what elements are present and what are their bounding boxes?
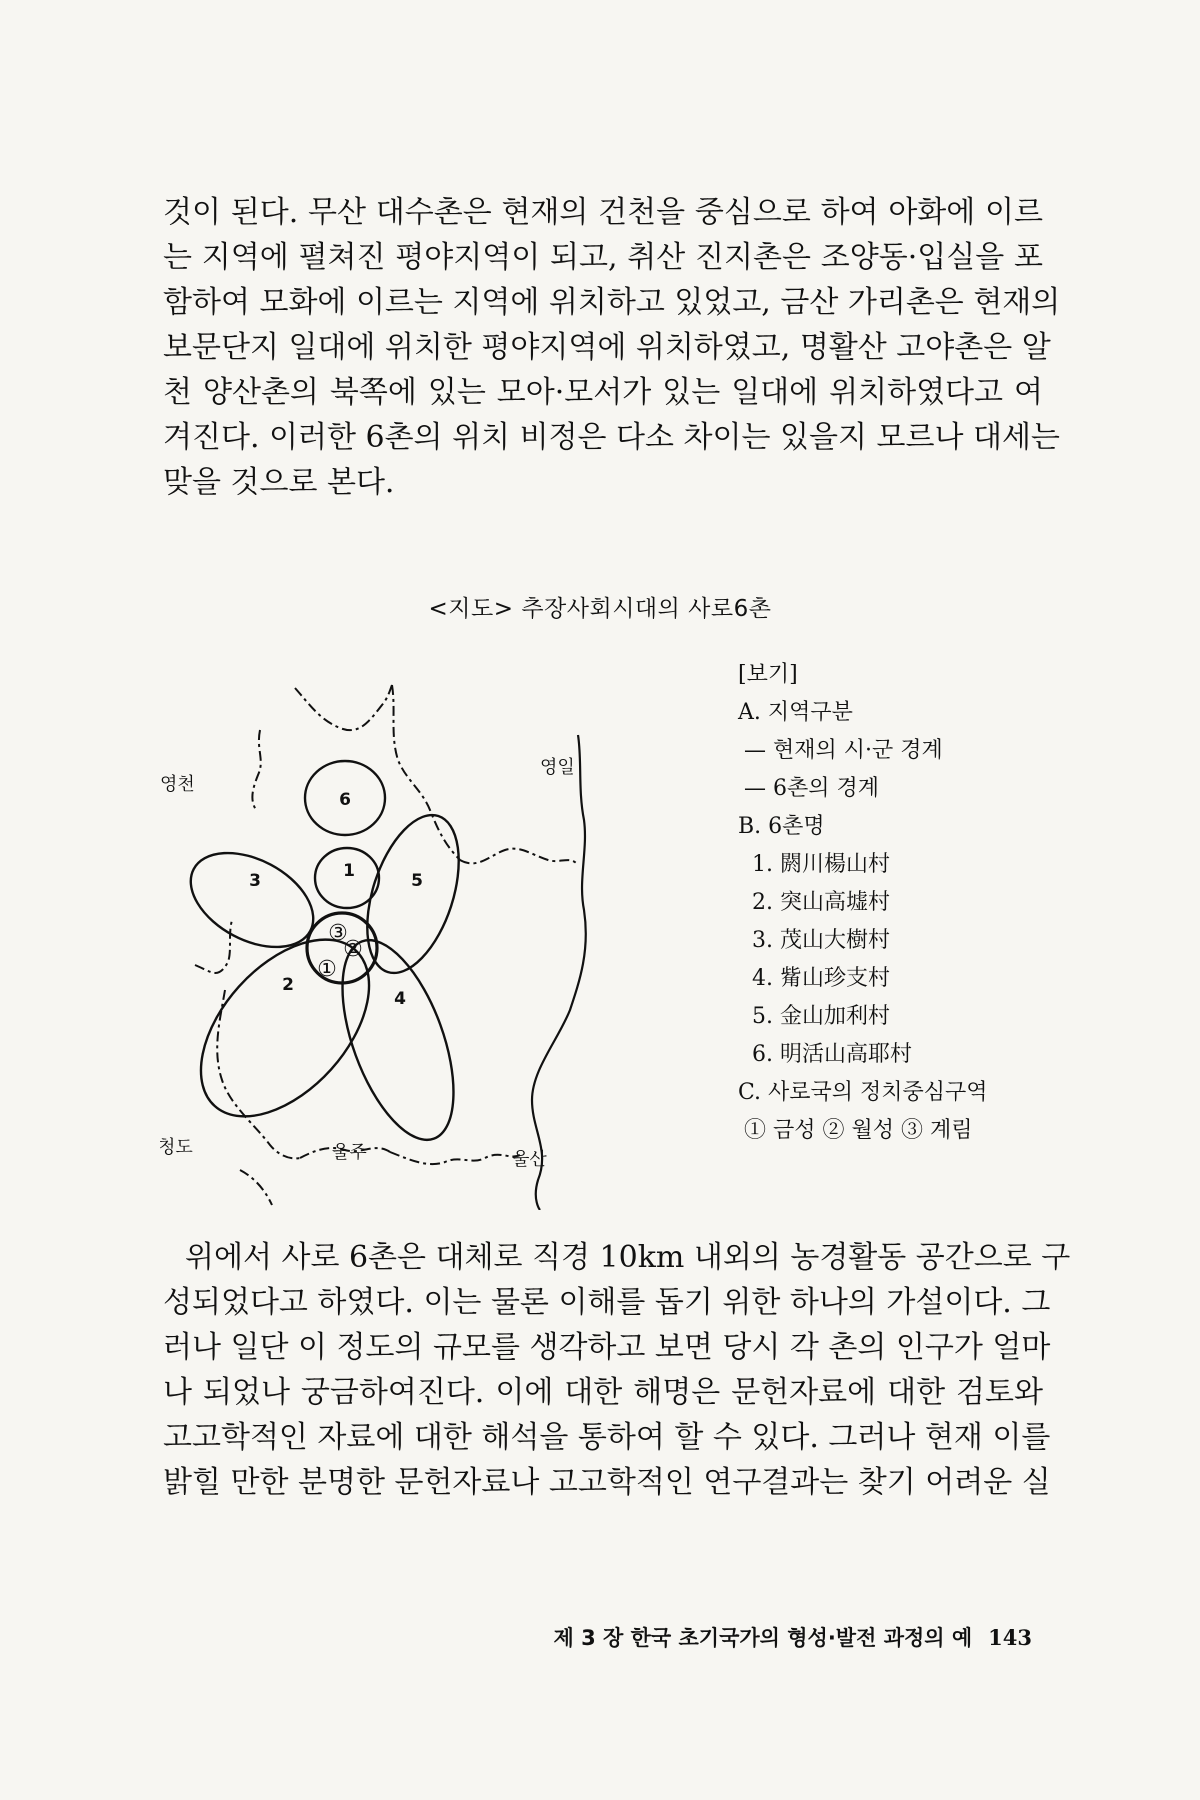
- village-number-2: 2: [282, 975, 294, 995]
- legend-b-item: 3. 茂山大樹村: [752, 928, 890, 953]
- region-label-yeongcheon: 영천: [160, 774, 195, 795]
- village-number-3: 3: [249, 871, 261, 891]
- page-number: 143: [988, 1625, 1032, 1650]
- coastline: [532, 735, 586, 1210]
- boundary-west-lower: [217, 990, 300, 1158]
- text-line: 성되었다고 하였다. 이는 물론 이해를 돕기 위한 하나의 가설이다. 그: [163, 1285, 1051, 1320]
- legend-a-item: — 현재의 시·군 경계: [744, 738, 943, 763]
- legend-b-item: 1. 閼川楊山村: [752, 852, 890, 877]
- map-caption: <지도> 추장사회시대의 사로6촌: [428, 596, 772, 622]
- legend-section-b: B. 6촌명: [738, 814, 825, 839]
- paragraph-1: [163, 190, 1061, 505]
- text-line: 것이 된다. 무산 대수촌은 현재의 건천을 중심으로 하여 아화에 이르: [163, 195, 1043, 230]
- boundary-west: [195, 920, 232, 973]
- legend-b-item: 2. 突山高墟村: [752, 890, 890, 915]
- page-footer: [554, 1622, 1032, 1652]
- village-number-4: 4: [394, 989, 406, 1009]
- coastline-path: [532, 735, 586, 1210]
- legend-section-c: C. 사로국의 정치중심구역: [738, 1080, 988, 1105]
- text-line: 함하여 모화에 이르는 지역에 위치하고 있었고, 금산 가리촌은 현재의: [163, 285, 1061, 320]
- center-label-1: ①: [317, 957, 337, 982]
- village-number-5: 5: [411, 871, 423, 891]
- boundary-cheongdo: [240, 1170, 272, 1205]
- text-line: 밝힐 만한 분명한 문헌자료나 고고학적인 연구결과는 찾기 어려운 실: [163, 1465, 1051, 1500]
- region-label-yeongil: 영일: [540, 757, 575, 778]
- legend-b-item: 6. 明活山高耶村: [752, 1042, 912, 1067]
- map-legend: [738, 656, 1038, 1150]
- legend-c-items: ① 금성 ② 월성 ③ 계림: [744, 1118, 973, 1143]
- text-line: 겨진다. 이러한 6촌의 위치 비정은 다소 차이는 있을지 모르나 대세는: [163, 420, 1060, 455]
- boundary-east: [460, 849, 578, 865]
- region-labels: [160, 757, 575, 1170]
- text-line: 보문단지 일대에 위치한 평야지역에 위치하였고, 명활산 고야촌은 알: [163, 330, 1051, 365]
- center-label-2: ②: [343, 937, 363, 962]
- legend-b-item: 5. 金山加利村: [752, 1004, 890, 1029]
- text-line: 나 되었나 궁금하여진다. 이에 대한 해명은 문헌자료에 대한 검토와: [163, 1375, 1043, 1410]
- legend-section-a: A. 지역구분: [738, 700, 853, 725]
- text-line: 러나 일단 이 정도의 규모를 생각하고 보면 당시 각 촌의 인구가 얼마: [163, 1330, 1051, 1365]
- text-line: 위에서 사로 6촌은 대체로 직경 10km 내외의 농경활동 공간으로 구: [185, 1240, 1071, 1275]
- legend-b-item: 4. 觜山珍支村: [752, 966, 890, 991]
- boundary-yeongcheon-south: [252, 730, 260, 810]
- region-label-ulju: 울주: [332, 1142, 367, 1163]
- paragraph-2: [163, 1235, 1071, 1505]
- text-line: 맞을 것으로 본다.: [163, 465, 395, 500]
- legend-a-item: — 6촌의 경계: [744, 776, 879, 801]
- center-area-labels: [317, 921, 363, 982]
- map-figure: [160, 650, 660, 1210]
- boundary-ulsan: [390, 1152, 520, 1164]
- text-line: 천 양산촌의 북쪽에 있는 모아·모서가 있는 일대에 위치하였다고 여: [163, 375, 1043, 410]
- village-number-1: 1: [343, 861, 355, 881]
- boundary-yeongcheon-north: [295, 685, 392, 730]
- village-number-6: 6: [339, 790, 351, 810]
- region-label-ulsan: 울산: [512, 1149, 547, 1170]
- running-head: 제 3 장 한국 초기국가의 형성·발전 과정의 예: [553, 1626, 973, 1650]
- text-line: 고고학적인 자료에 대한 해석을 통하여 할 수 있다. 그러나 현재 이를: [163, 1420, 1051, 1455]
- text-line: 는 지역에 펼쳐진 평야지역이 되고, 취산 진지촌은 조양동·입실을 포: [163, 240, 1043, 275]
- village-2-boundary: [169, 908, 402, 1147]
- legend-title: [보기]: [738, 662, 798, 687]
- center-label-3: ③: [328, 921, 348, 946]
- village-5-boundary: [350, 804, 477, 985]
- region-label-cheongdo: 청도: [160, 1137, 193, 1158]
- six-villages-map: [160, 650, 660, 1210]
